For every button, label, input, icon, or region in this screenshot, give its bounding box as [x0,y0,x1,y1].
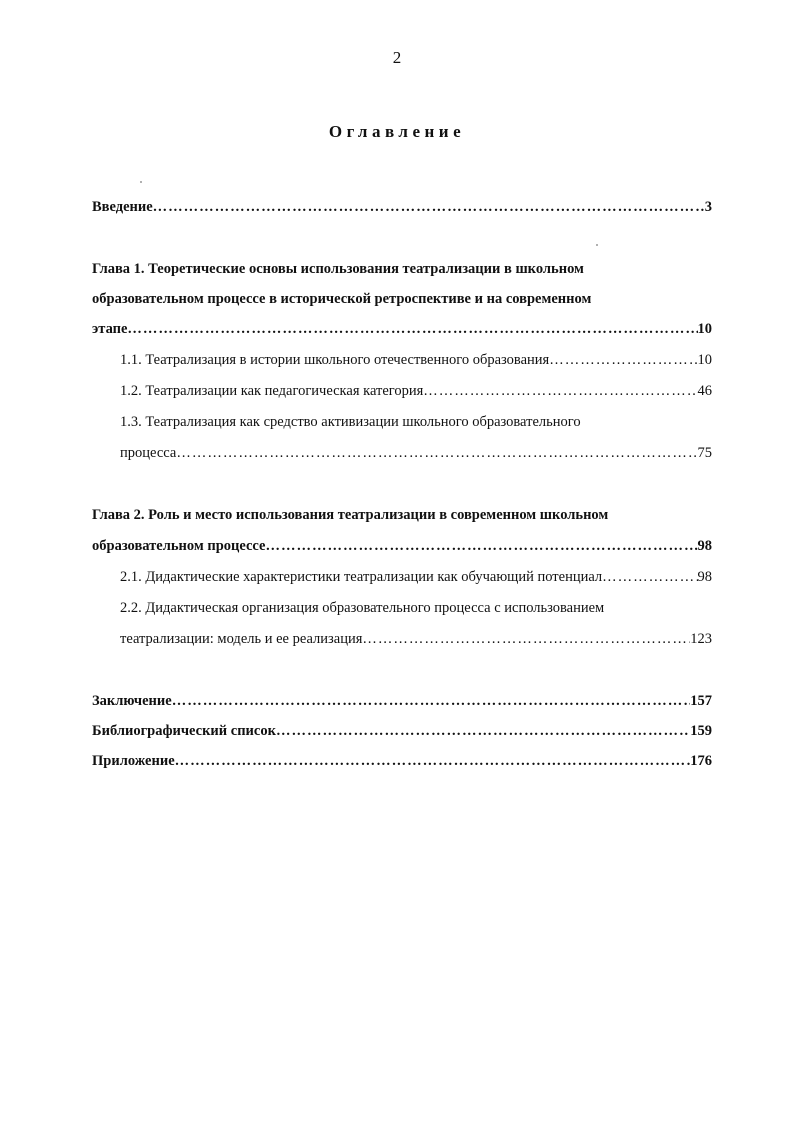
toc-entry-label: этапе [92,321,128,337]
leader-dots [153,196,705,218]
leader-dots [602,566,697,588]
page-number: 2 [392,48,402,67]
toc-page-number: 98 [697,538,712,554]
toc-chapter1-line3[interactable] [92,318,712,340]
page-title: Оглавление [328,122,466,141]
toc-entry-appendix[interactable] [92,750,712,772]
toc-page-number: 3 [704,199,712,215]
toc-section-1-3-line1[interactable]: 1.3. Театрализация как средство активизации школьного образовательного [120,414,581,430]
scan-speck [140,181,142,183]
toc-entry-label: 1.2. Театрализации как педагогическая категория [120,383,424,399]
toc-entry-label: 1.1. Театрализация в истории школьного отечественного образования [120,352,550,368]
toc-entry-bibliography[interactable] [92,720,712,742]
toc-chapter2-line2[interactable] [92,535,712,557]
leader-dots [175,750,691,772]
scan-speck [596,244,598,246]
toc-section-2-2-line2[interactable] [120,628,712,650]
toc-chapter2-line1[interactable]: Глава 2. Роль и место использования театрализации в современном школьном [92,507,609,523]
toc-page-number: 157 [690,693,712,709]
toc-section-2-1[interactable] [120,566,712,588]
toc-chapter1-line1[interactable]: Глава 1. Теоретические основы использования театрализации в школьном [92,261,584,277]
toc-page-number: 98 [697,569,712,585]
toc-chapter1-line2[interactable]: образовательном процессе в исторической ретроспективе и на современном [92,291,592,307]
toc-page-number: 10 [697,321,712,337]
toc-section-2-2-line1[interactable]: 2.2. Дидактическая организация образовательного процесса с использованием [120,600,605,616]
leader-dots [276,720,690,742]
toc-section-1-2[interactable] [120,380,712,402]
leader-dots [176,442,697,464]
toc-page-number: 159 [690,723,712,739]
toc-entry-label: Библиографический список [92,723,276,739]
toc-entry-label: процесса [120,445,177,461]
toc-section-1-3-line2[interactable] [120,442,712,464]
toc-page-number: 176 [690,753,712,769]
toc-page-number: 46 [697,383,712,399]
leader-dots [549,349,697,371]
toc-section-1-1[interactable] [120,349,712,371]
leader-dots [362,628,690,650]
toc-entry-label: театрализации: модель и ее реализация [120,631,363,647]
toc-entry-label: Приложение [92,753,175,769]
toc-page-number: 123 [690,631,712,647]
toc-entry-intro[interactable] [92,196,712,218]
toc-entry-conclusion[interactable] [92,690,712,712]
toc-page-number: 10 [697,352,712,368]
toc-entry-label: Заключение [92,693,172,709]
toc-page-number: 75 [697,445,712,461]
leader-dots [265,535,697,557]
toc-entry-label: образовательном процессе [92,538,266,554]
leader-dots [172,690,691,712]
toc-entry-label: 2.1. Дидактические характеристики театрализации как обучающий потенциал [120,569,603,585]
leader-dots [127,318,697,340]
toc-entry-label: Введение [92,199,153,215]
leader-dots [423,380,697,402]
